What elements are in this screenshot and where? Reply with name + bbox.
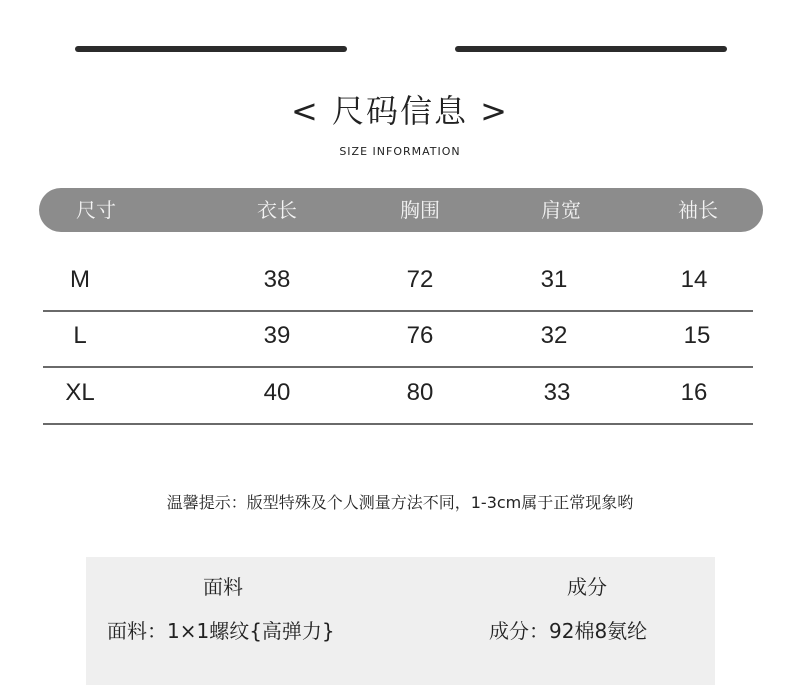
table-row (43, 310, 753, 368)
composition-value: 成分：92棉8氨纶 (489, 619, 648, 643)
shoulder-cell: 32 (540, 322, 568, 349)
size-tip-note: 温馨提示：版型特殊及个人测量方法不同，1-3cm属于正常现象哟 (166, 493, 634, 512)
bust-cell: 72 (406, 266, 434, 293)
bust-cell: 76 (406, 322, 434, 349)
length-cell: 40 (263, 379, 291, 406)
length-cell: 38 (263, 266, 291, 293)
table-row (43, 367, 753, 425)
shoulder-cell: 33 (543, 379, 571, 406)
size-cell: XL (65, 379, 95, 406)
length-cell: 39 (263, 322, 291, 349)
size-table-header (39, 188, 763, 232)
decorative-rule-right (455, 46, 727, 52)
header-size: 尺寸 (76, 198, 116, 222)
composition-heading: 成分 (567, 575, 607, 599)
sleeve-cell: 14 (680, 266, 708, 293)
size-cell: M (70, 266, 90, 293)
header-sleeve: 袖长 (678, 198, 718, 222)
header-length: 衣长 (257, 198, 297, 222)
sleeve-cell: 16 (680, 379, 708, 406)
bust-cell: 80 (406, 379, 434, 406)
table-row (43, 254, 753, 312)
fabric-heading: 面料 (203, 575, 243, 599)
row-divider (43, 423, 753, 425)
fabric-value: 面料：1×1螺纹{高弹力} (107, 619, 335, 643)
decorative-rule-left (75, 46, 347, 52)
page-subtitle: SIZE INFORMATION (339, 145, 461, 158)
header-shoulder: 肩宽 (541, 198, 581, 222)
shoulder-cell: 31 (540, 266, 568, 293)
sleeve-cell: 15 (683, 322, 711, 349)
page-title: < 尺码信息 > (291, 92, 509, 130)
size-cell: L (73, 322, 87, 349)
header-bust: 胸围 (400, 198, 440, 222)
materials-panel (86, 557, 715, 685)
